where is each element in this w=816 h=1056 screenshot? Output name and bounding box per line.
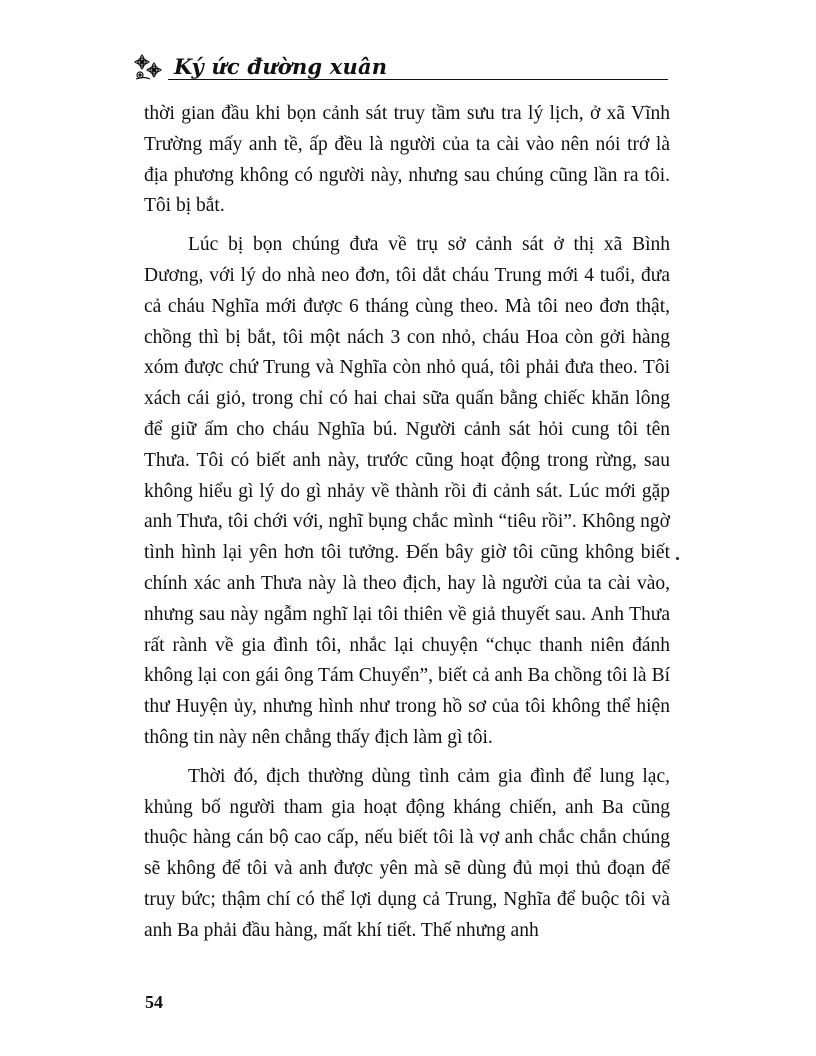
- body-text: [144, 99, 670, 955]
- header-rule: [168, 79, 668, 80]
- paragraph-1: thời gian đầu khi bọn cảnh sát truy tầm sưu tra lý lịch, ở xã Vĩnh Trường mấy anh tề, ấp đều là người của ta cài vào nên nói trớ là địa phương không có người này, nhưng sau chúng cũng lần ra tôi. Tôi bị bắt.: [144, 103, 670, 217]
- running-title: Ký ức đường xuân: [174, 54, 388, 79]
- running-header: [128, 48, 668, 84]
- flower-ornament-icon: [132, 52, 170, 82]
- paragraph-3: Thời đó, địch thường dùng tình cảm gia đình để lung lạc, khủng bố người tham gia hoạt động kháng chiến, anh Ba cũng thuộc hàng cán bộ cao cấp, nếu biết tôi là vợ anh chắc chắn chúng sẽ không để tôi và anh được yên mà sẽ dùng đủ mọi thủ đoạn để truy bức; thậm chí có thể lợi dụng cả Trung, Nghĩa để buộc tôi và anh Ba phải đầu hàng, mất khí tiết. Thế nhưng anh: [144, 765, 670, 941]
- scan-speck: [676, 557, 679, 560]
- paragraph-2: Lúc bị bọn chúng đưa về trụ sở cảnh sát ở thị xã Bình Dương, với lý do nhà neo đơn, tôi dắt cháu Trung mới 4 tuổi, đưa cả cháu Nghĩa mới được 6 tháng cùng theo. Mà tôi neo đơn thật, chồng thì bị bắt, tôi một nách 3 con nhỏ, cháu Hoa còn gởi hàng xóm được chứ Trung và Nghĩa còn nhỏ quá, tôi phải đưa theo. Tôi xách cái giỏ, trong chỉ có hai chai sữa quấn bằng chiếc khăn lông để giữ ấm cho cháu Nghĩa bú. Người cảnh sát hỏi cung tôi tên Thưa. Tôi có biết anh này, trước cũng hoạt động trong rừng, sau không hiểu gì lý do gì nhảy về thành rồi đi cảnh sát. Lúc mới gặp anh Thưa, tôi chới với, nghĩ bụng chắc mình “tiêu rồi”. Không ngờ tình hình lại yên hơn tôi tưởng. Đến bây giờ tôi cũng không biết chính xác anh Thưa này là theo địch, hay là người của ta cài vào, nhưng sau này ngẫm nghĩ lại tôi thiên về giả thuyết sau. Anh Thưa rất rành về gia đình tôi, nhắc lại chuyện “chục thanh niên đánh không lại con gái ông Tám Chuyển”, biết cả anh Ba chồng tôi là Bí thư Huyện ủy, nhưng hình như trong hồ sơ của tôi không thể hiện thông tin này nên chẳng thấy địch làm gì tôi.: [144, 234, 670, 748]
- page-number: 54: [145, 992, 163, 1012]
